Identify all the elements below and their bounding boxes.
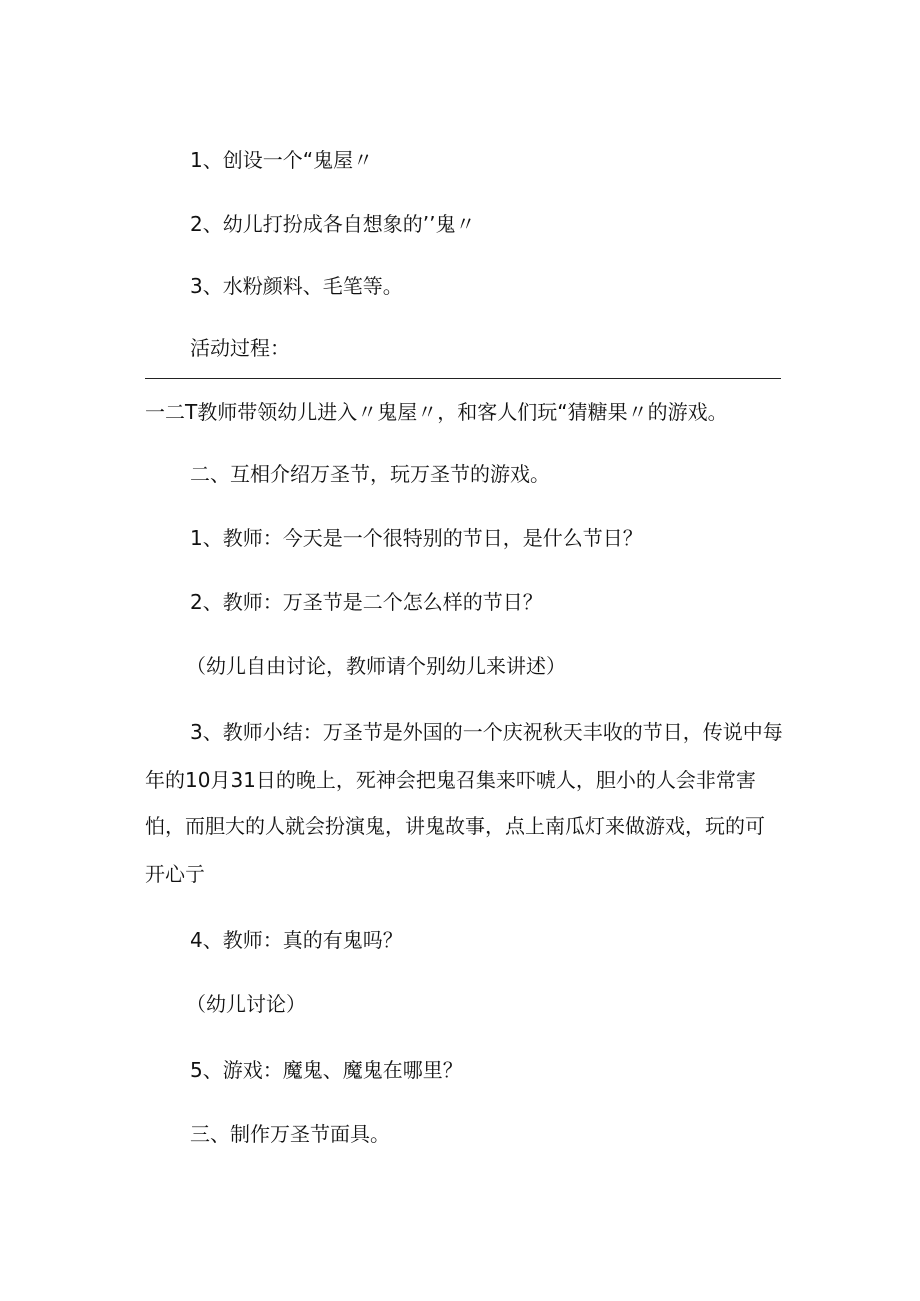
activity-process-heading: 活动过程： xyxy=(190,336,290,360)
horizontal-divider xyxy=(145,378,781,379)
step-1-enter-ghost-house: 一二T教师带领幼儿进入〃鬼屋〃，和客人们玩“猜糖果〃的游戏。 xyxy=(145,400,728,424)
item-1-create-ghost-house: 1、创设一个“鬼屋〃 xyxy=(190,148,374,172)
step-2-item-3-line-2: 年的10月31日的晚上，死神会把鬼召集来吓唬人，胆小的人会非常害 xyxy=(145,768,756,792)
item-3-materials: 3、水粉颜料、毛笔等。 xyxy=(190,274,403,298)
step-2-item-5: 5、游戏：魔鬼、魔鬼在哪里？ xyxy=(190,1058,463,1082)
step-2-item-2: 2、教师：万圣节是二个怎么样的节日？ xyxy=(190,590,543,614)
step-2-heading: 二、互相介绍万圣节，玩万圣节的游戏。 xyxy=(190,462,550,486)
step-2-item-3-line-3: 怕，而胆大的人就会扮演鬼，讲鬼故事，点上南瓜灯来做游戏，玩的可 xyxy=(145,814,765,838)
step-3-heading: 三、制作万圣节面具。 xyxy=(190,1122,390,1146)
step-2-item-4: 4、教师：真的有鬼吗？ xyxy=(190,928,403,952)
free-discussion-note: （幼儿自由讨论，教师请个别幼儿来讲述） xyxy=(186,654,566,678)
children-discussion-note: （幼儿讨论） xyxy=(186,992,306,1016)
step-2-item-3-line-1: 3、教师小结：万圣节是外国的一个庆祝秋天丰收的节日，传说中每 xyxy=(190,720,783,744)
step-2-item-1: 1、教师：今天是一个很特别的节日，是什么节日？ xyxy=(190,526,643,550)
step-2-item-3-line-4: 开心亍 xyxy=(145,862,205,886)
item-2-children-costume: 2、幼儿打扮成各自想象的’’鬼〃 xyxy=(190,212,476,236)
